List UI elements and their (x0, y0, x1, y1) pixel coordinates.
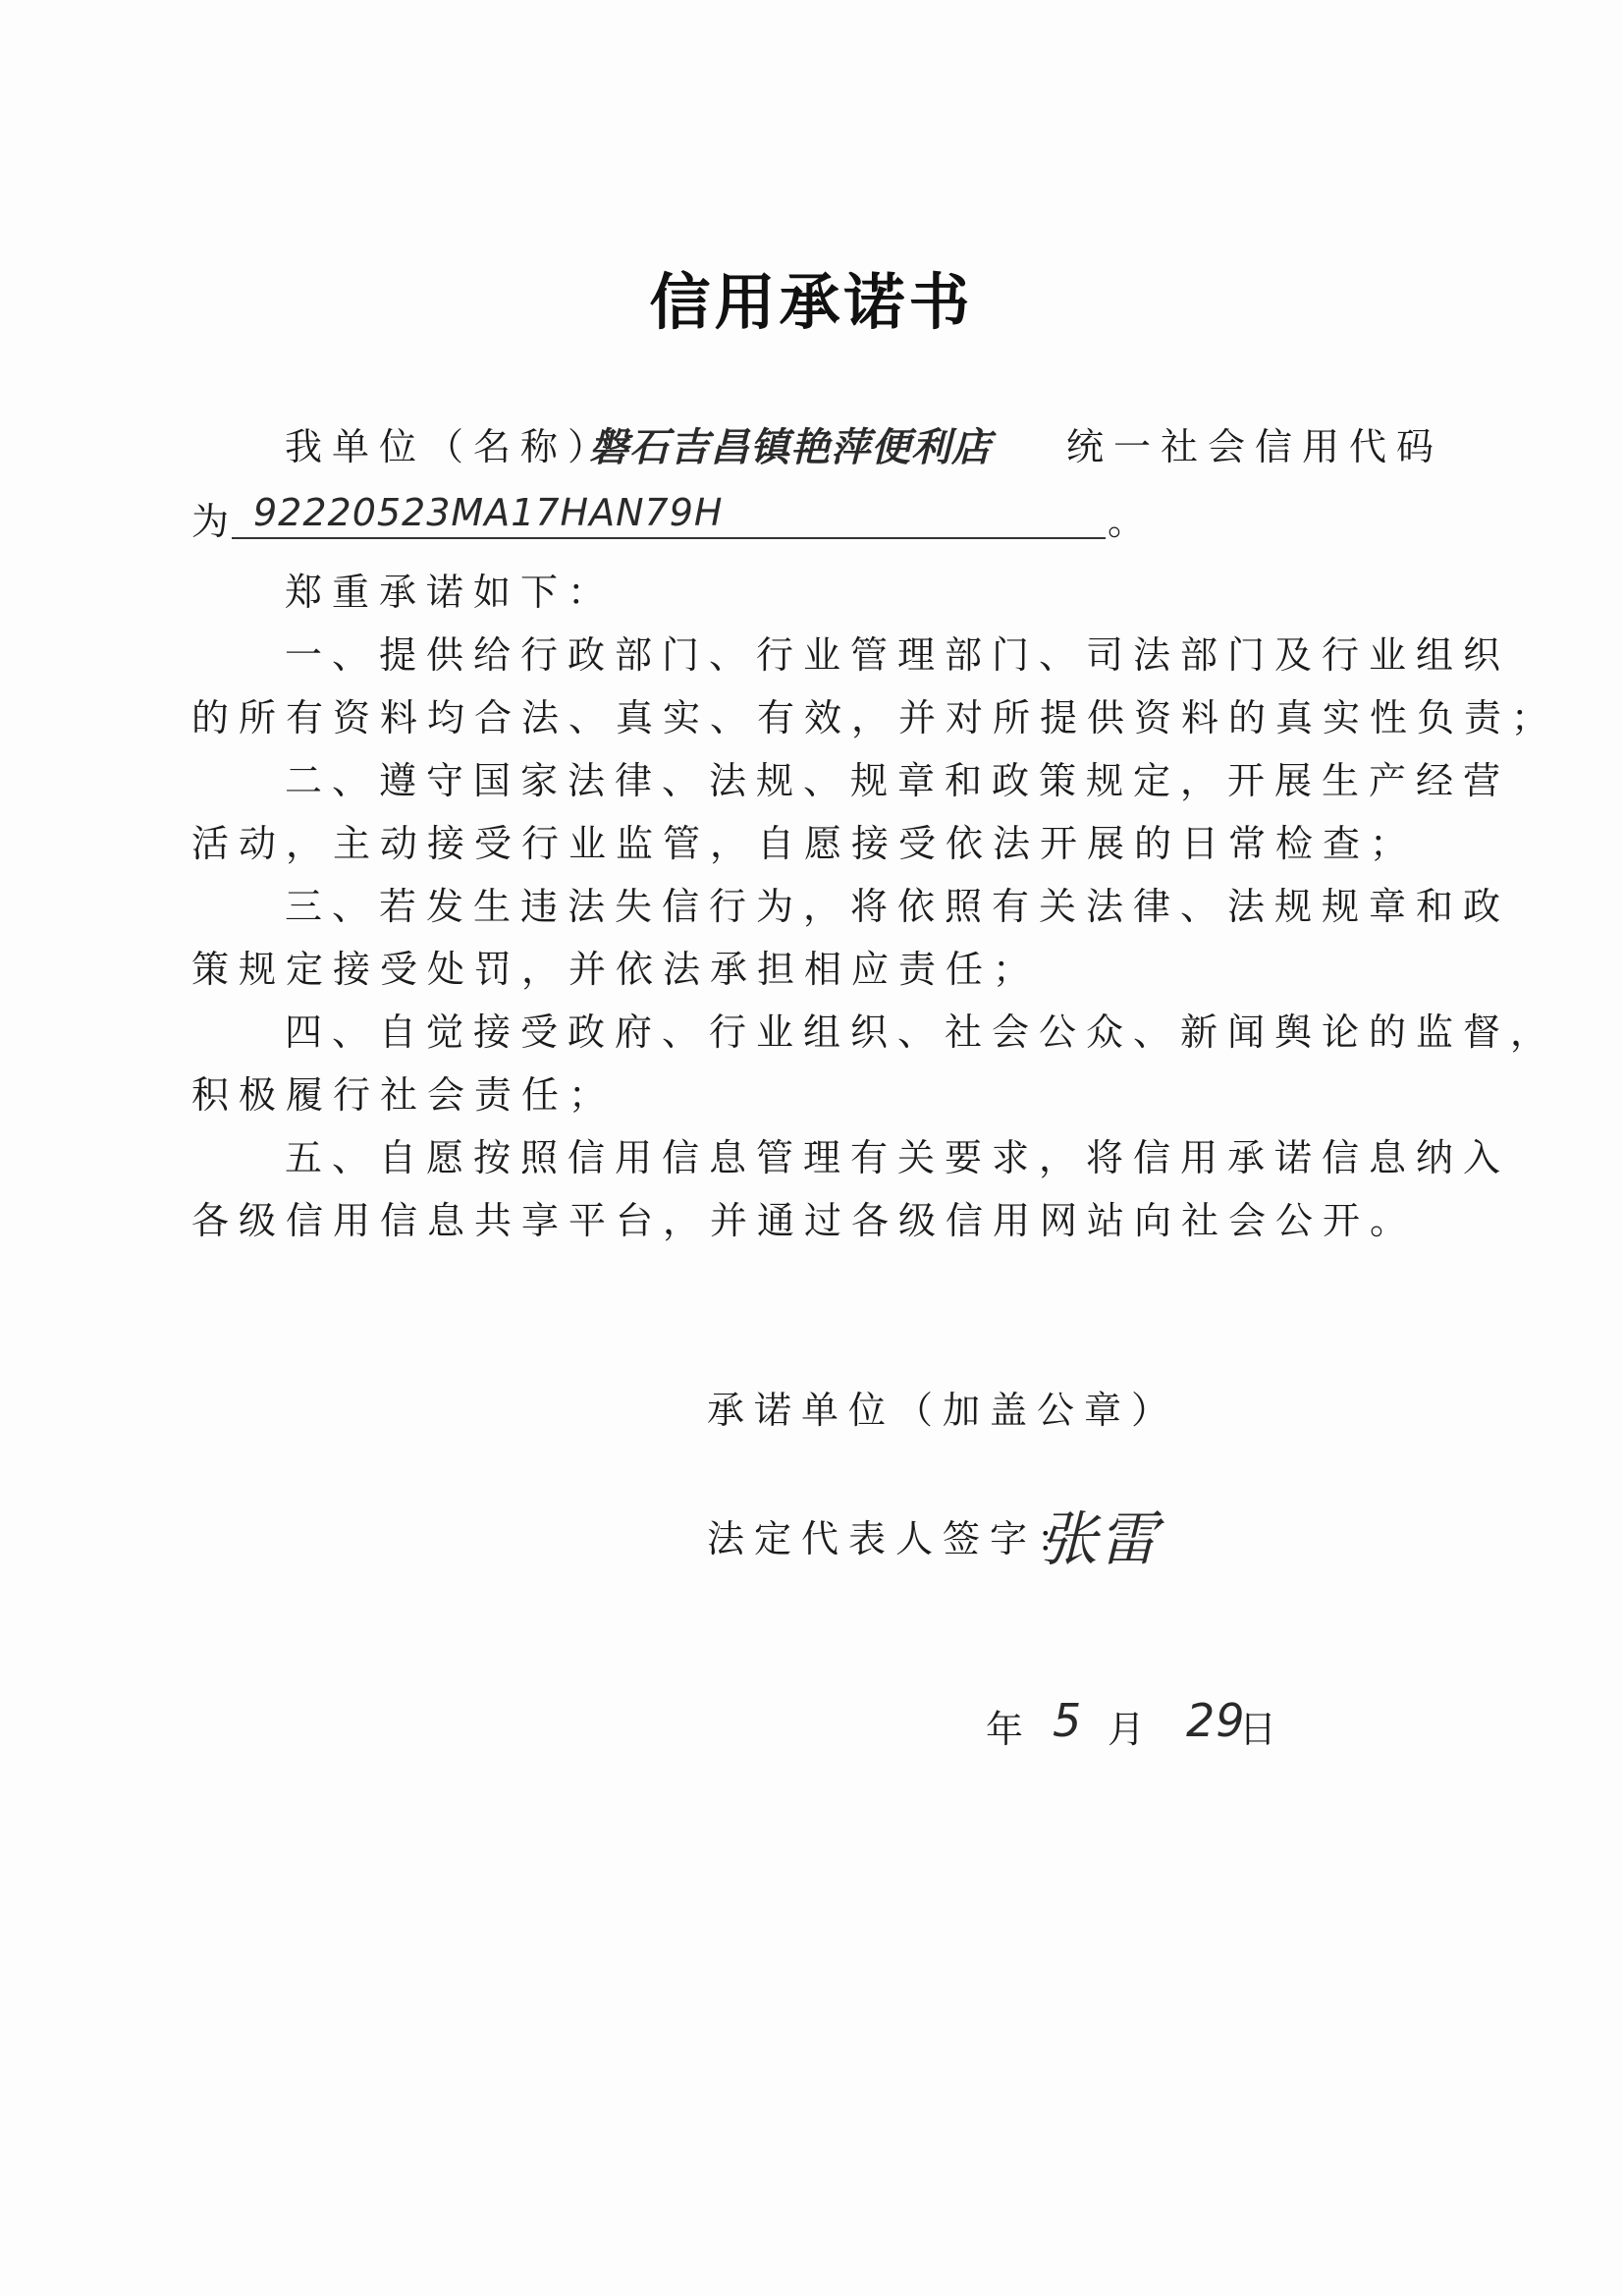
item-5-line-1: 五、自愿按照信用信息管理有关要求，将信用承诺信息纳入 (285, 1136, 1511, 1179)
intro-suffix: 统一社会信用代码 (1066, 425, 1444, 468)
item-2-line-1: 二、遵守国家法律、法规、规章和政策规定，开展生产经营 (285, 759, 1511, 802)
intro-prefix: 我单位（名称） (285, 425, 616, 468)
date-day-label: 日 (1239, 1708, 1277, 1751)
sign-unit-label: 承诺单位（加盖公章） (707, 1389, 1179, 1432)
item-4-line-2: 积极履行社会责任； (191, 1073, 617, 1117)
pledge-lead: 郑重承诺如下： (285, 571, 616, 614)
item-3-line-1: 三、若发生违法失信行为，将依照有关法律、法规规章和政 (285, 885, 1511, 928)
item-1-line-1: 一、提供给行政部门、行业管理部门、司法部门及行业组织 (285, 633, 1511, 677)
item-5-line-2: 各级信用信息共享平台，并通过各级信用网站向社会公开。 (191, 1199, 1418, 1242)
document-title: 信用承诺书 (649, 266, 974, 338)
date-month-handwritten: 5 (1053, 1694, 1083, 1747)
date-month-label: 月 (1108, 1708, 1146, 1751)
code-suffix: 。 (1108, 500, 1156, 543)
credit-code-handwritten: 92220523MA17HAN79H (253, 491, 724, 534)
item-2-line-2: 活动，主动接受行业监管，自愿接受依法开展的日常检查； (191, 822, 1418, 865)
date-day-handwritten: 29 (1186, 1694, 1246, 1747)
code-prefix: 为 (191, 500, 240, 543)
item-3-line-2: 策规定接受处罚，并依法承担相应责任； (191, 948, 1041, 991)
date-year-label: 年 (986, 1708, 1024, 1751)
item-1-line-2: 的所有资料均合法、真实、有效，并对所提供资料的真实性负责； (191, 696, 1559, 739)
credit-code-underline (232, 537, 1106, 539)
unit-name-handwritten: 磐石吉昌镇艳萍便利店 (589, 425, 992, 470)
item-4-line-1: 四、自觉接受政府、行业组织、社会公众、新闻舆论的监督， (285, 1011, 1558, 1054)
sign-rep-label: 法定代表人签字： (707, 1517, 1085, 1560)
rep-signature-handwritten: 张雷 (1039, 1505, 1159, 1574)
